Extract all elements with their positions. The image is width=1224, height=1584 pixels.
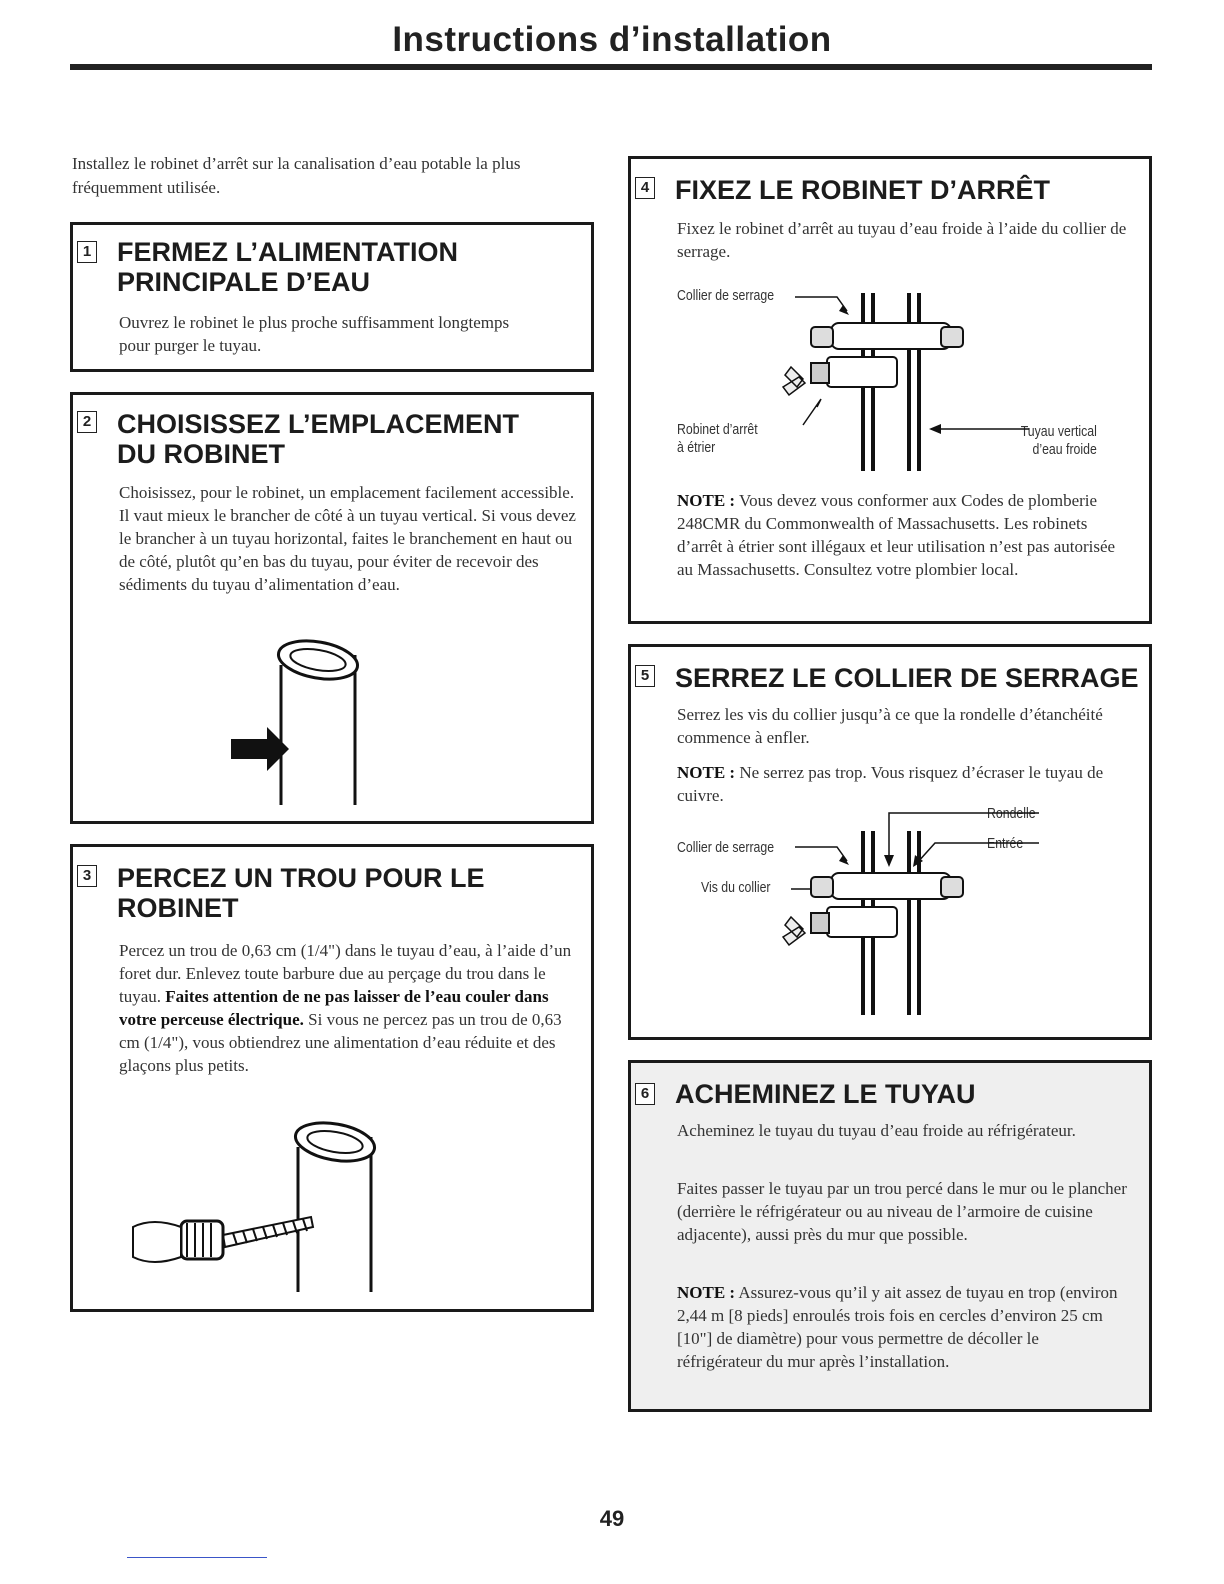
step-3-text-a: Percez un trou de 0,63 cm (1/4") dans le tuyau d’eau, à l’aide d’un foret dur. Enlevez toute barbure due au perçage du trou dans le tuyau. [119, 941, 572, 1006]
step-1-number: 1 [77, 241, 97, 263]
step-2-title [117, 409, 519, 469]
step-1-title [117, 237, 458, 297]
step-4-number: 4 [635, 177, 655, 199]
step-4-label-pipe-line2: d’eau froide [1032, 441, 1097, 458]
step-2-title-line2: DU ROBINET [117, 439, 285, 469]
step-1-title-line2: PRINCIPALE D’EAU [117, 267, 371, 297]
step-5-text: Serrez les vis du collier jusqu’à ce que la rondelle d’étanchéité commence à enfler. [677, 705, 1103, 747]
step-3-text-b: Si vous ne percez pas un trou de 0,63 cm (1/4"), vous obtiendrez une alimentation d’eau réduite et des glaçons plus petits. [119, 1010, 562, 1075]
step-3-box [70, 844, 594, 1312]
step-4-label-valve-line2: à étrier [677, 439, 716, 456]
page-number: 49 [599, 1506, 625, 1531]
step-5-note-label: NOTE : [677, 763, 736, 782]
step-5-number: 5 [635, 665, 655, 687]
step-4-box [628, 156, 1152, 624]
step-5-title: SERREZ LE COLLIER DE SERRAGE [675, 663, 1139, 693]
step-3-text-warning: Faites attention de ne pas laisser de l’eau couler dans votre perceuse électrique. [119, 987, 549, 1029]
step-4-label-valve-line1: Robinet d’arrêt [677, 421, 758, 438]
step-6-text-2: Faites passer le tuyau par un trou percé dans le mur ou le plancher (derrière le réfrigérateur ou au niveau de l’armoire de cuisine adjacente), aussi près du mur que possible. [677, 1179, 1127, 1244]
step-4-title: FIXEZ LE ROBINET D’ARRÊT [675, 175, 1051, 205]
step-4-label-valve [677, 421, 758, 457]
step-3-title-line2: ROBINET [117, 893, 239, 923]
step-6-note-text: Assurez-vous qu’il y ait assez de tuyau en trop (environ 2,44 m [8 pieds] enroulés trois fois en cercles d’environ 25 cm [10"] de diamètre) pour vous permettre de décoller le réfrigérateur du mur après l’installation. [677, 1283, 1118, 1371]
title-rule [70, 64, 1152, 70]
step-6-title: ACHEMINEZ LE TUYAU [675, 1079, 976, 1109]
step-5-label-screw: Vis du collier [701, 879, 771, 896]
step-4-label-clamp: Collier de serrage [677, 287, 775, 304]
intro-text: Installez le robinet d’arrêt sur la canalisation d’eau potable la plus fréquemment utilisée. [72, 154, 521, 197]
step-4-note-label: NOTE : [677, 491, 736, 510]
step-1-text: Ouvrez le robinet le plus proche suffisamment longtemps pour purger le tuyau. [119, 313, 510, 355]
step-2-box [70, 392, 594, 824]
step-5-box [628, 644, 1152, 1040]
drill-pipe-illustration [123, 1117, 403, 1297]
step-6-number: 6 [635, 1083, 655, 1105]
step-5-label-washer: Rondelle [987, 805, 1036, 822]
step-2-text: Choisissez, pour le robinet, un emplacement facilement accessible. Il vaut mieux le brancher de côté à un tuyau vertical. Si vous devez le brancher à un tuyau horizontal, faites le branchement en haut ou de côté, plutôt qu’en bas du tuyau, pour éviter de recevoir des sédiments du tuyau d’alimentation d’eau. [119, 483, 576, 594]
step-6-text-1: Acheminez le tuyau du tuyau d’eau froide au réfrigérateur. [677, 1121, 1076, 1140]
page-title: Instructions d’installation [392, 20, 832, 59]
step-5-note [677, 761, 1127, 807]
step-6-box [628, 1060, 1152, 1412]
step-1-box [70, 222, 594, 372]
step-3-text [119, 939, 579, 1077]
step-3-title-line1: PERCEZ UN TROU POUR LE [117, 863, 485, 893]
tighten-clamp-illustration [781, 807, 1081, 1017]
footer-rule [127, 1557, 267, 1558]
step-4-note [677, 489, 1127, 581]
step-3-title [117, 863, 485, 923]
step-4-note-text: Vous devez vous conformer aux Codes de plomberie 248CMR du Commonwealth of Massachusetts. Les robinets d’arrêt à étrier sont illégaux et leur utilisation n’est pas autorisée au Massachusetts. Consultez votre plombier local. [677, 491, 1116, 579]
step-3-number: 3 [77, 865, 97, 887]
step-1-title-line1: FERMEZ L’ALIMENTATION [117, 237, 458, 267]
step-5-label-inlet: Entrée [987, 835, 1024, 852]
step-2-title-line1: CHOISISSEZ L’EMPLACEMENT [117, 409, 520, 439]
step-6-note-label: NOTE : [677, 1283, 736, 1302]
saddle-valve-illustration [781, 283, 1111, 473]
step-5-note-text: Ne serrez pas trop. Vous risquez d’écraser le tuyau de cuivre. [677, 763, 1104, 805]
step-2-number: 2 [77, 411, 97, 433]
step-5-label-clamp: Collier de serrage [677, 839, 775, 856]
step-4-text: Fixez le robinet d’arrêt au tuyau d’eau froide à l’aide du collier de serrage. [677, 219, 1127, 261]
step-4-label-pipe-line1: Tuyau vertical [1020, 423, 1097, 440]
step-6-note [677, 1281, 1127, 1373]
vertical-pipe-arrow-illustration [223, 635, 383, 815]
